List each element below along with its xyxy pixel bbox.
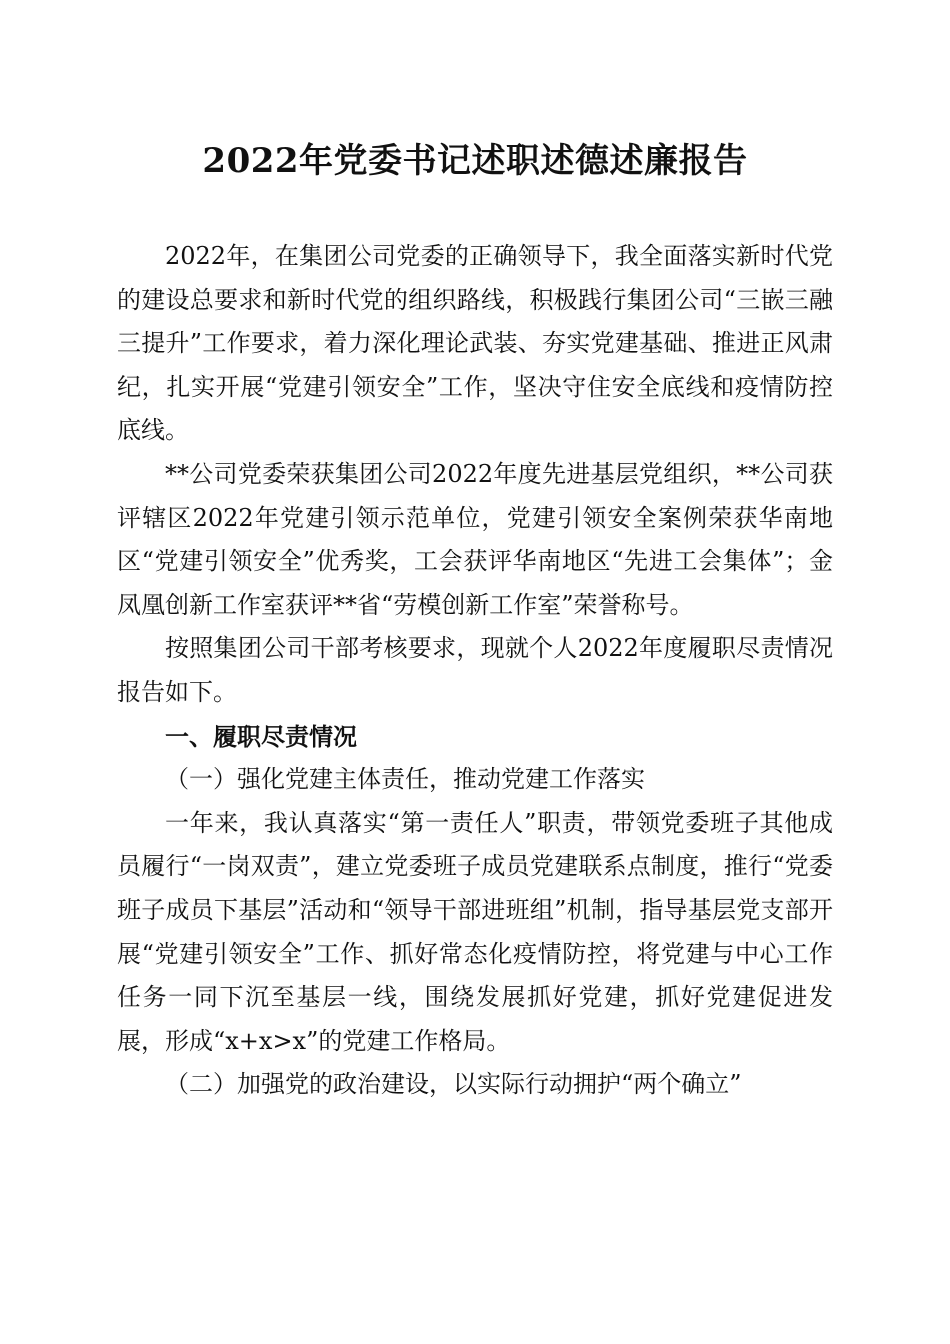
paragraph-honors: **公司党委荣获集团公司2022年度先进基层党组织，**公司获评辖区2022年党建引领示范单位，党建引领安全案例荣获华南地区“党建引领安全”优秀奖，工会获评华南地区“先进工会集体”；金凤凰创新工作室获评**省“劳模创新工作室”荣誉称号。: [117, 459, 833, 619]
document-title: 2022年党委书记述职述德述廉报告: [202, 141, 748, 181]
subsection-heading-1: （一）强化党建主体责任，推动党建工作落实: [165, 765, 645, 794]
section-heading-1: 一、履职尽责情况: [165, 721, 357, 751]
paragraph-party-building: 一年来，我认真落实“第一责任人”职责，带领党委班子其他成员履行“一岗双责”，建立党委班子成员党建联系点制度，推行“党委班子成员下基层”活动和“领导干部进班组”机制，指导基层党支部开展“党建引领安全”工作、抓好常态化疫情防控，将党建与中心工作任务一同下沉至基层一线，围绕发展抓好党建，抓好党建促进发展，形成“x+x>x”的党建工作格局。: [117, 808, 833, 1055]
paragraph-intro: 2022年，在集团公司党委的正确领导下，我全面落实新时代党的建设总要求和新时代党的组织路线，积极践行集团公司“三嵌三融三提升”工作要求，着力深化理论武装、夯实党建基础、推进正风肃纪，扎实开展“党建引领安全”工作，坚决守住安全底线和疫情防控底线。: [117, 242, 833, 445]
subsection-heading-2: （二）加强党的政治建设，以实际行动拥护“两个确立”: [165, 1070, 742, 1099]
document-body: [117, 235, 833, 1107]
paragraph-report-intro: 按照集团公司干部考核要求，现就个人2022年度履职尽责情况报告如下。: [117, 634, 833, 706]
